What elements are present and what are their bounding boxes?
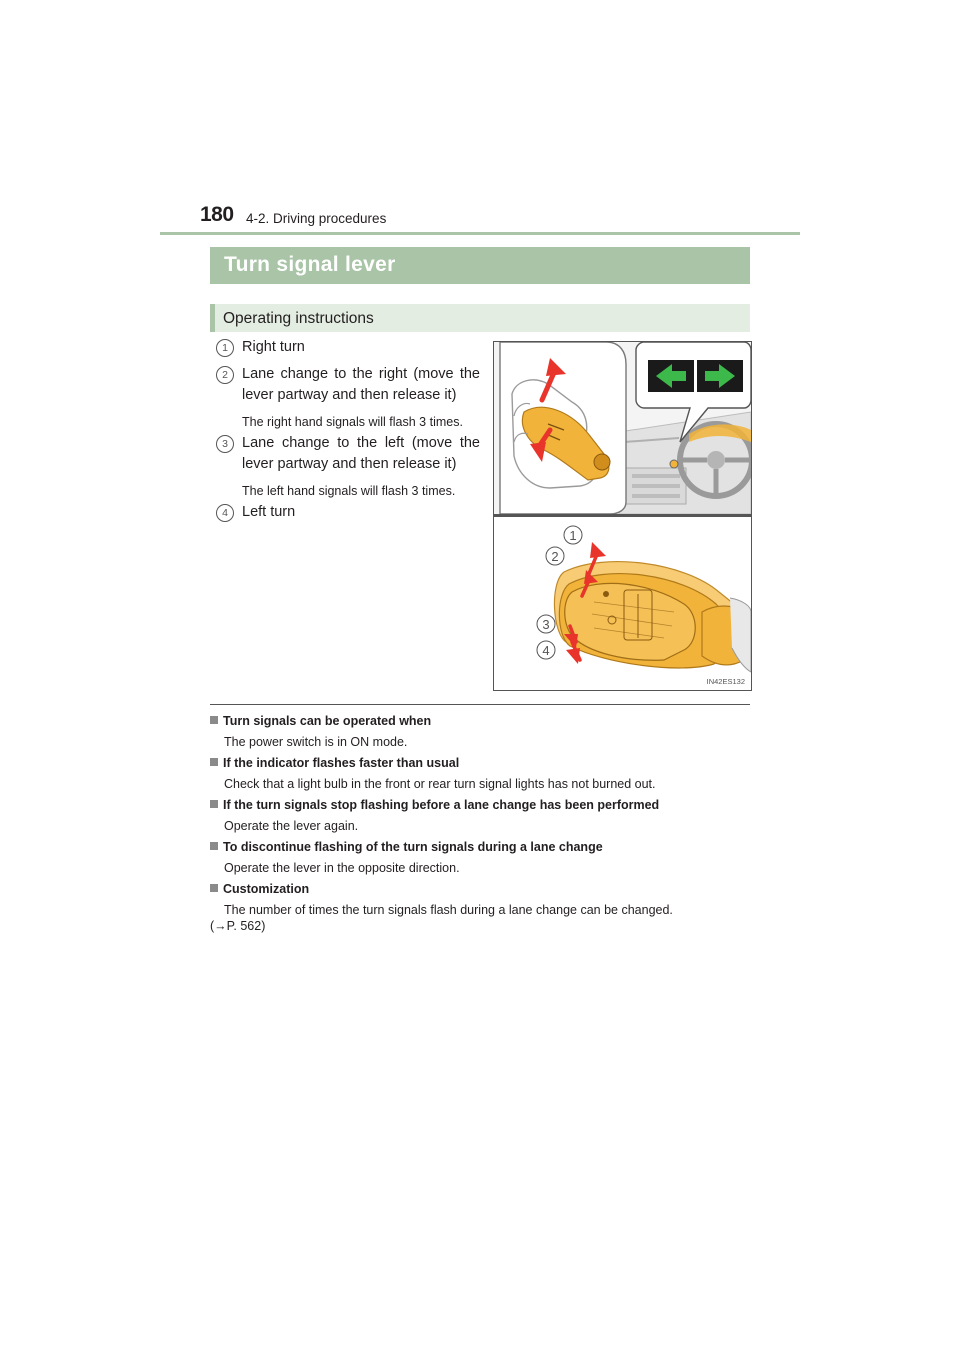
note-body-4: Operate the lever in the opposite direction. bbox=[224, 861, 460, 875]
item-text-3: Lane change to the left (move the lever partway and then release it) bbox=[242, 435, 480, 472]
bullet-square-icon bbox=[210, 842, 218, 850]
figure-code: IN42ES132 bbox=[706, 677, 745, 686]
hand-lever-icon bbox=[500, 342, 626, 514]
note-heading-1-text: Turn signals can be operated when bbox=[223, 714, 432, 728]
section-title: 4-2. Driving procedures bbox=[246, 211, 387, 226]
subtitle-accent bbox=[210, 304, 215, 332]
note-heading-1 bbox=[210, 714, 431, 728]
bullet-square-icon bbox=[210, 758, 218, 766]
notes-divider bbox=[210, 704, 750, 705]
page-number: 180 bbox=[200, 203, 234, 226]
note-heading-2 bbox=[210, 756, 459, 770]
item-text-4: Left turn bbox=[242, 504, 296, 520]
turn-signal-figure bbox=[493, 341, 752, 691]
bullet-square-icon bbox=[210, 884, 218, 892]
title-bar bbox=[210, 247, 750, 284]
callout-3 bbox=[537, 615, 555, 633]
note-body-5: The number of times the turn signals flash during a lane change can be changed. bbox=[224, 903, 673, 917]
item-number-4: 4 bbox=[216, 504, 234, 522]
item-text-1: Right turn bbox=[242, 339, 305, 355]
note-heading-3-text: If the turn signals stop flashing before a lane change has been performed bbox=[223, 798, 660, 812]
item-number-2: 2 bbox=[216, 366, 234, 384]
bullet-square-icon bbox=[210, 800, 218, 808]
note-heading-2-text: If the indicator flashes faster than usual bbox=[223, 756, 460, 770]
bullet-square-icon bbox=[210, 716, 218, 724]
callout-3-label: 3 bbox=[542, 617, 550, 632]
item-note-3: The left hand signals will flash 3 times. bbox=[242, 484, 456, 498]
right-arrow-indicator-icon bbox=[697, 360, 743, 392]
callout-1 bbox=[564, 526, 582, 544]
note-heading-3 bbox=[210, 798, 659, 812]
header-divider bbox=[160, 232, 800, 235]
callout-4-label: 4 bbox=[542, 643, 550, 658]
item-note-2: The right hand signals will flash 3 times. bbox=[242, 415, 463, 429]
lever-closeup-icon bbox=[554, 562, 751, 672]
page-reference-link[interactable]: (→P. 562) bbox=[210, 919, 266, 933]
item-number-1: 1 bbox=[216, 339, 234, 357]
note-body-2: Check that a light bulb in the front or rear turn signal lights has not burned out. bbox=[224, 777, 656, 791]
note-heading-4 bbox=[210, 840, 603, 854]
callout-4 bbox=[537, 641, 555, 659]
callout-2-label: 2 bbox=[551, 549, 559, 564]
subtitle: Operating instructions bbox=[223, 310, 374, 327]
left-arrow-indicator-icon bbox=[648, 360, 694, 392]
page-title: Turn signal lever bbox=[224, 253, 396, 276]
note-heading-5-text: Customization bbox=[223, 882, 310, 896]
note-body-3: Operate the lever again. bbox=[224, 819, 359, 833]
item-number-3: 3 bbox=[216, 435, 234, 453]
figure-illustration bbox=[494, 342, 751, 690]
note-heading-4-text: To discontinue flashing of the turn signals during a lane change bbox=[223, 840, 603, 854]
subtitle-bar bbox=[210, 304, 750, 332]
note-heading-5 bbox=[210, 882, 309, 896]
item-text-2: Lane change to the right (move the lever partway and then release it) bbox=[242, 366, 480, 403]
callout-2 bbox=[546, 547, 564, 565]
callout-1-label: 1 bbox=[569, 528, 577, 543]
note-body-1: The power switch is in ON mode. bbox=[224, 735, 408, 749]
